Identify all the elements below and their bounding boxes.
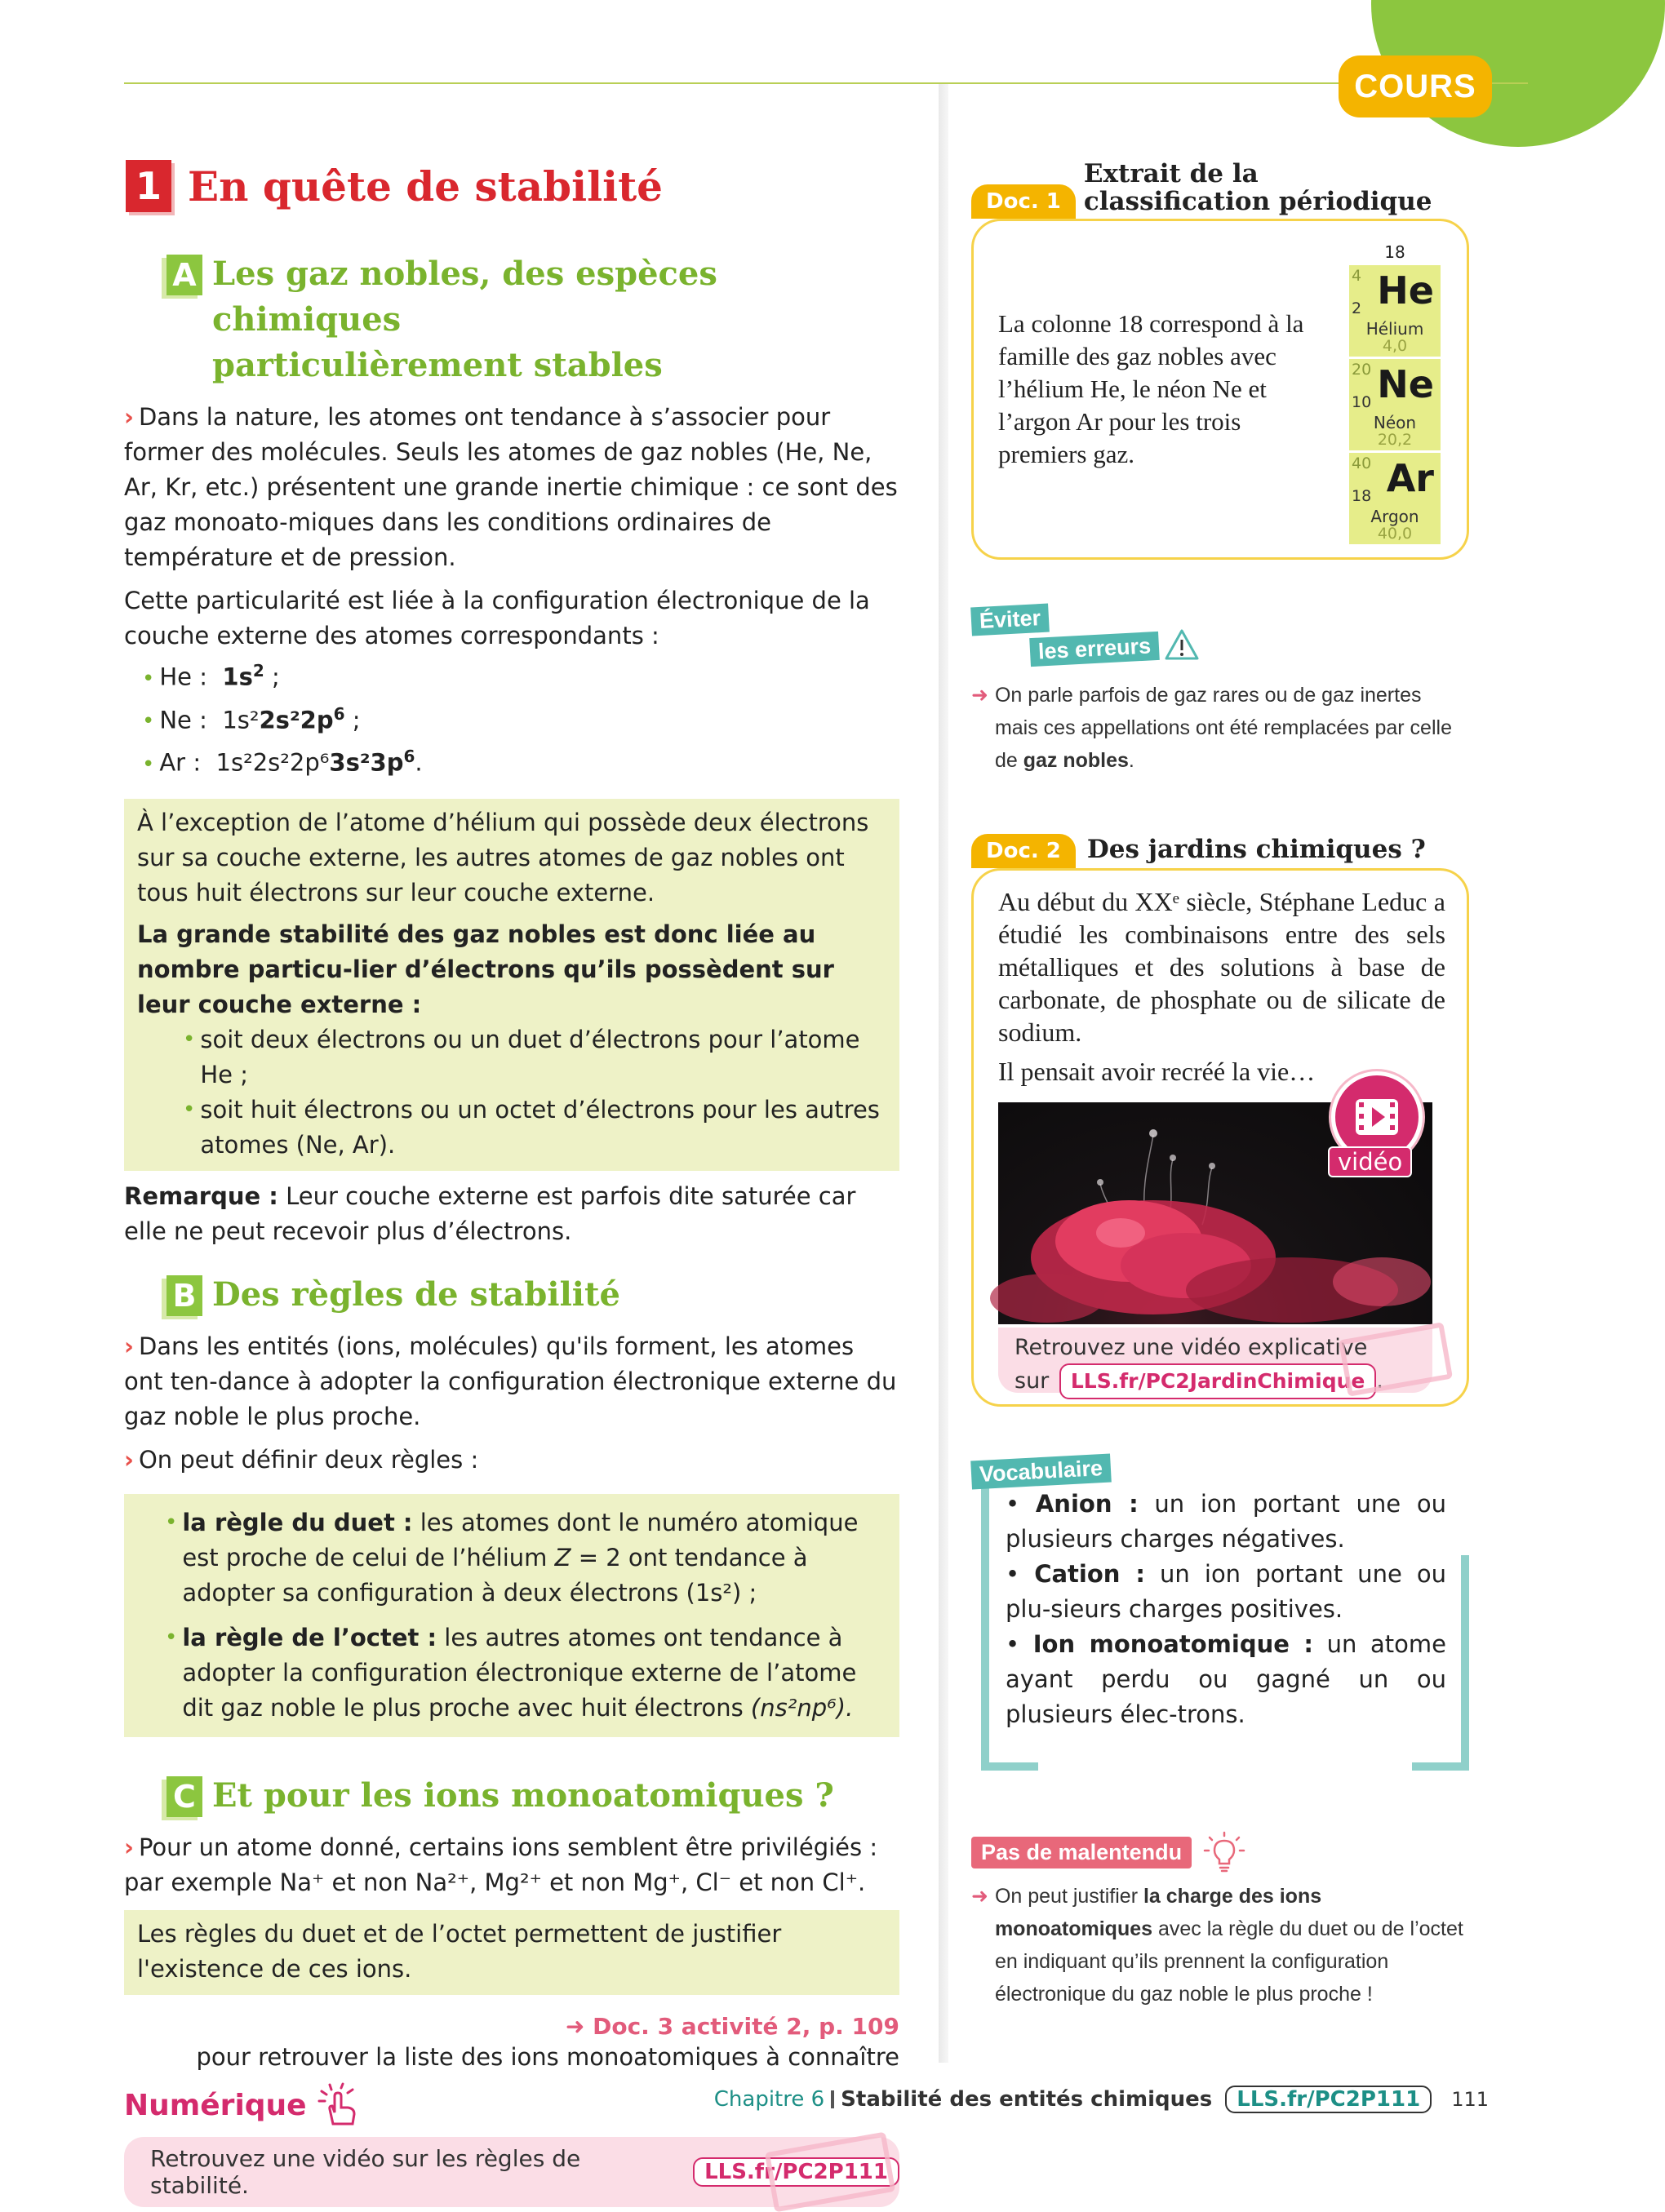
element-cell-he [1349, 265, 1441, 357]
page-footer [714, 2086, 1489, 2113]
bullet-icon: • [142, 709, 155, 734]
rule-text: = 2 ont tendance à adopter sa configuration à deux électrons (1s²) ; [182, 1543, 808, 1607]
doc2-link[interactable]: LLS.fr/PC2JardinChimique [1059, 1363, 1377, 1399]
chevron-icon: › [124, 1833, 134, 1861]
atomic-number: 18 [1352, 487, 1372, 505]
footer-link[interactable]: LLS.fr/PC2P111 [1225, 2086, 1432, 2113]
config-end: ; [344, 706, 361, 734]
subsection-title: Et pour les ions monoatomiques ? [212, 1775, 834, 1815]
config-end: . [415, 748, 423, 777]
vocab-item-anion: • Anion : un ion portant une ou plusieurs charges négatives. [1006, 1490, 1446, 1553]
doc2-text: Il pensait avoir recréé la vie… [998, 1057, 1316, 1086]
column-divider [939, 84, 948, 2063]
config-item-ne [142, 697, 899, 740]
chevron-icon: › [124, 1332, 134, 1360]
paragraph [124, 1443, 899, 1478]
rule-label: la règle de l’octet : [182, 1623, 437, 1651]
subsection-c-heading [166, 1773, 899, 1819]
highlight-text: À l’exception de l’atome d’hélium qui possède deux électrons sur sa couche externe, les autres atomes de gaz nobles ont tous huit électrons sur leur couche externe. [137, 808, 869, 907]
atomic-number: 2 [1352, 299, 1362, 317]
doc-reference-link[interactable] [124, 2013, 899, 2040]
config-valence: 2s²2p [259, 706, 334, 734]
vocab-item-cation: • Cation : un ion portant une ou plu-sieurs charges positives. [1006, 1560, 1446, 1623]
rule-duet [165, 1505, 886, 1611]
section-title: En quête de stabilité [188, 162, 663, 211]
eviter-text-bold: gaz nobles [1023, 749, 1129, 772]
element-cell-ar [1349, 453, 1441, 544]
doc-reference-caption: pour retrouver la liste des ions monoatomiques à connaître [196, 2042, 899, 2071]
atomic-mass: 40,0 [1377, 525, 1413, 543]
rule-variable: Z [554, 1543, 571, 1571]
subsection-b-heading [166, 1272, 899, 1318]
doc2-tab: Doc. 2 [971, 834, 1076, 868]
config-item-ar [142, 739, 899, 782]
left-column [124, 160, 899, 2207]
vocab-term: Anion : [1035, 1490, 1139, 1518]
subsection-letter: A [166, 255, 202, 295]
rule-label: la règle du duet : [182, 1508, 413, 1536]
config-list [142, 654, 899, 782]
doc1-title [1084, 160, 1432, 215]
highlight-list-item-text: soit deux électrons ou un duet d’électrons pour l’atome He ; [200, 1025, 860, 1088]
config-element: Ne : [159, 706, 207, 734]
eviter-tag-2: les erreurs [1029, 632, 1160, 667]
eviter-text-part: . [1128, 749, 1134, 772]
doc1-title-line: Extrait de la [1083, 159, 1259, 188]
paragraph [124, 400, 899, 575]
numerique-link[interactable]: LLS.fr/PC2P111 [693, 2157, 899, 2187]
malentendu-tag: Pas de malentendu [971, 1837, 1192, 1868]
doc1-title-line: classification périodique [1083, 187, 1432, 216]
rule-text: les autres atomes ont tendance à adopter la configuration électronique externe de l’atome dit gaz noble le plus proche avec huit électrons [182, 1623, 857, 1722]
remark-text: Leur couche externe est parfois dite saturée car elle ne peut recevoir plus d’électrons. [124, 1181, 856, 1245]
element-name: Néon [1373, 413, 1417, 432]
eviter-text [971, 679, 1469, 777]
paragraph-text: On peut définir deux règles : [138, 1445, 479, 1474]
highlight-list-item [183, 1022, 886, 1093]
remark-label: Remarque : [124, 1181, 278, 1210]
malentendu-text-part: On peut justifier [994, 1885, 1143, 1908]
numerique-banner [124, 2137, 899, 2207]
page-number: 111 [1451, 2088, 1489, 2111]
warning-icon [1164, 628, 1200, 661]
subsection-letter: B [166, 1275, 202, 1316]
section-number: 1 [126, 160, 171, 212]
section-1-heading [126, 160, 899, 212]
bullet-icon: • [183, 1097, 196, 1122]
highlight-text: Les règles du duet et de l’octet permettent de justifier l'existence de ces ions. [137, 1919, 782, 1983]
highlight-box-rules [124, 1494, 899, 1737]
chevron-icon: › [124, 403, 134, 431]
eviter-text-part: On parle parfois de gaz rares ou de gaz inertes mais ces appellations ont été remplacées par celle de [994, 684, 1452, 772]
numerique-text: Retrouvez une vidéo sur les règles de stabilité. [150, 2144, 581, 2199]
paragraph-text: Pour un atome donné, certains ions semblent être privilégiés : par exemple Na⁺ et non Na²⁺, Mg²⁺ et non Mg⁺, Cl⁻ et non Cl⁺. [124, 1833, 878, 1896]
config-element: He : [159, 663, 207, 691]
pointer-hand-icon [315, 2083, 364, 2129]
config-element: Ar : [159, 748, 202, 777]
filmstrip-icon [765, 2132, 896, 2212]
eviter-body [995, 679, 1469, 777]
mass-number: 40 [1352, 454, 1372, 472]
remark [124, 1179, 899, 1249]
bullet-icon: • [142, 666, 155, 691]
top-rule [124, 82, 1528, 84]
caption-text: Retrouvez une vidéo explicative [1015, 1335, 1368, 1360]
paragraph-text: Dans les entités (ions, molécules) qu'ils forment, les atomes ont ten-dance à adopter la configuration électronique externe du gaz noble le plus proche. [124, 1332, 897, 1430]
cours-badge: COURS [1339, 55, 1492, 117]
vocab-tag: Vocabulaire [970, 1454, 1112, 1490]
atomic-mass: 4,0 [1382, 337, 1408, 355]
config-item-he [142, 654, 899, 697]
highlight-list-item-text: soit huit électrons ou un octet d’électrons pour les autres atomes (Ne, Ar). [200, 1095, 880, 1159]
config-exponent: 2 [252, 661, 264, 680]
doc1-text: La colonne 18 correspond à la famille des gaz nobles avec l’hélium He, le néon Ne et l’argon Ar pour les trois premiers gaz. [998, 309, 1304, 468]
config-core: 1s²2s²2p⁶ [215, 748, 330, 777]
doc1-header [971, 160, 1469, 219]
doc2-text: Au début du XXᵉ siècle, Stéphane Leduc a étudié les combinaisons entre des sels métalliques et des solutions à base de carbonate, de phosphate ou de silicate de sodium. [998, 887, 1445, 1047]
highlight-key-statement: La grande stabilité des gaz nobles est donc liée au nombre particu-lier d’électrons qu’ils possèdent sur leur couche externe : [137, 920, 834, 1018]
arrow-icon: ➜ [971, 684, 988, 707]
lightbulb-icon [1201, 1829, 1247, 1875]
eviter-tag: Éviter [970, 604, 1050, 636]
subsection-title-line: particulièrement stables [212, 346, 663, 384]
subsection-a-heading [166, 251, 899, 388]
doc1-tab: Doc. 1 [971, 184, 1076, 219]
paragraph [124, 1329, 899, 1434]
vocab-definition: un atome ayant perdu ou gagné un ou plusieurs élec-trons. [1006, 1630, 1446, 1728]
highlight-box-ions [124, 1910, 899, 1995]
bullet-icon: • [165, 1625, 178, 1650]
malentendu-text [971, 1880, 1469, 2010]
element-name: Hélium [1365, 319, 1424, 339]
rule-text: les atomes dont le numéro atomique est proche de celui de l’hélium [182, 1508, 859, 1571]
config-valence: 3s²3p [329, 748, 404, 777]
video-play-icon [1352, 1096, 1401, 1138]
subsection-title [212, 251, 899, 388]
arrow-icon: ➜ [565, 2012, 593, 2040]
arrow-icon: ➜ [971, 1885, 988, 1908]
doc2-video-caption [998, 1328, 1432, 1393]
doc-reference-text: Doc. 3 activité 2, p. 109 [593, 2012, 899, 2040]
element-symbol: Ar [1386, 456, 1434, 500]
config-exponent: 6 [333, 703, 345, 724]
caption-text: sur [1015, 1368, 1050, 1394]
config-valence: 1s [222, 663, 253, 691]
chevron-icon: › [124, 1445, 134, 1474]
vocab-definition: un ion portant une ou plusieurs charges négatives. [1006, 1490, 1446, 1553]
vocab-term: Ion monoatomique : [1032, 1630, 1313, 1658]
mass-number: 4 [1352, 267, 1362, 285]
doc2-title: Des jardins chimiques ? [1086, 835, 1426, 864]
malentendu-text-bold: la charge des ions monoatomiques [994, 1885, 1322, 1940]
element-symbol: Ne [1377, 362, 1434, 406]
numerique-title: Numérique [124, 2089, 307, 2123]
vocab-item-ion: • Ion monoatomique : un atome ayant perdu ou gagné un ou plusieurs élec-trons. [1006, 1630, 1446, 1728]
rule-octet [165, 1620, 886, 1726]
config-core: 1s² [222, 706, 260, 734]
periodic-table-extract [1349, 242, 1441, 547]
subsection-title: Des règles de stabilité [212, 1274, 620, 1314]
footer-separator [831, 2090, 834, 2108]
group-number: 18 [1384, 242, 1405, 262]
caption-text: . [1376, 1368, 1383, 1394]
malentendu-body [995, 1880, 1469, 2010]
subsection-letter: C [166, 1776, 202, 1817]
config-end: ; [264, 663, 280, 691]
vocab-section [971, 1457, 1469, 1771]
rule-formula: (ns²np⁶). [750, 1693, 854, 1722]
eviter-heading [971, 605, 1469, 667]
rule-duet-text [182, 1505, 886, 1611]
element-cell-ne [1349, 359, 1441, 450]
bullet-icon: • [165, 1509, 178, 1535]
mass-number: 20 [1352, 361, 1372, 379]
atomic-number: 10 [1352, 393, 1372, 411]
vocab-list [1006, 1487, 1446, 1732]
highlight-list-item [183, 1093, 886, 1163]
highlight-list [183, 1022, 886, 1163]
highlight-box-noble-gases [124, 799, 899, 1171]
malentendu-text-part: avec la règle du duet ou de l’octet en indiquant qu’ils prennent la configuration électronique du gaz noble le plus proche ! [994, 1917, 1463, 2006]
right-column [971, 160, 1469, 2010]
paragraph-text: Dans la nature, les atomes ont tendance à s’associer pour former des molécules. Seuls les atomes de gaz nobles (He, Ne, Ar, Kr, etc.) présentent une grande inertie chimique : ce sont des gaz monoato-miques dans les conditions ordinaires de température et de pression. [124, 403, 898, 571]
video-label: vidéo [1328, 1146, 1412, 1177]
vocab-term: Cation : [1034, 1560, 1145, 1588]
paragraph [124, 1830, 899, 1900]
subsection-title-line: Les gaz nobles, des espèces chimiques [212, 255, 717, 339]
doc2-box [971, 868, 1469, 1407]
bullet-icon: • [183, 1026, 196, 1052]
element-name: Argon [1370, 507, 1419, 526]
element-symbol: He [1377, 268, 1434, 313]
doc2-header [971, 834, 1469, 868]
footer-chapter-title: Stabilité des entités chimiques [841, 2087, 1213, 2112]
config-exponent: 6 [403, 747, 415, 767]
atomic-mass: 20,2 [1377, 431, 1413, 449]
footer-chapter: Chapitre 6 [713, 2087, 825, 2112]
bullet-icon: • [142, 751, 155, 777]
vocab-definition: un ion portant une ou plu-sieurs charges positives. [1006, 1560, 1446, 1623]
malentendu-heading [971, 1829, 1469, 1875]
paragraph: Cette particularité est liée à la configuration électronique de la couche externe des atomes correspondants : [124, 587, 870, 649]
doc1-box [971, 219, 1469, 560]
rule-octet-text [182, 1620, 886, 1726]
